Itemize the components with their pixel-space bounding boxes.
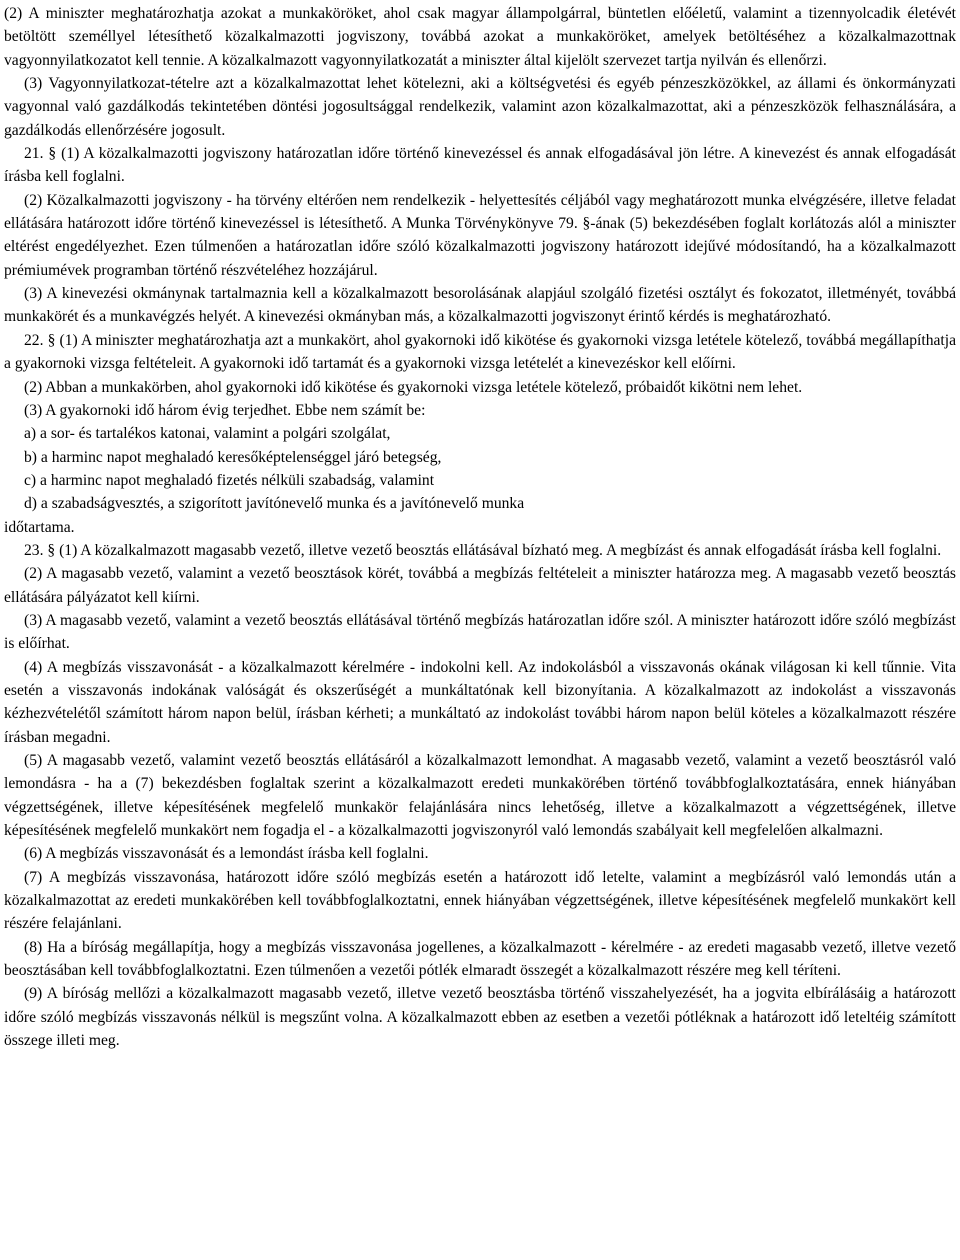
paragraph-22-2: (2) Abban a munkakörben, ahol gyakornoki idő kikötése és gyakornoki vizsga letétele kötelező, próbaidőt kikötni nem lehet. bbox=[24, 378, 803, 396]
paragraph-23-9: (9) A bíróság mellőzi a közalkalmazott magasabb vezető, illetve vezető beosztásba történő visszahelyezését, ha a jogvita elbírálásáig a határozott időre szóló megbízás visszavonás nélkül is megszűnt volna. A közalkalmazott ebben az esetben a vezetői pótléknak a határozott idő leteltéig számított összege illeti meg. bbox=[4, 985, 956, 1050]
list-item-a: a) a sor- és tartalékos katonai, valamint a polgári szolgálat, bbox=[24, 425, 391, 443]
paragraph-22-1: 22. § (1) A miniszter meghatározhatja azt a munkakört, ahol gyakornoki idő kikötése és gyakornoki vizsga letétele kötelező, továbbá megállapíthatja a gyakornoki vizsga feltételeit. A gyakornoki idő tartamát és a gyakornoki vizsga letételét a kinevezéskor kell előírni. bbox=[4, 331, 956, 373]
paragraph-21-1: 21. § (1) A közalkalmazotti jogviszony határozatlan időre történő kinevezéssel és annak elfogadásával jön létre. A kinevezést és annak elfogadását írásba kell foglalni. bbox=[4, 145, 956, 186]
list-item-d: d) a szabadságvesztés, a szigorított javítónevelő munka és a javítónevelő munka bbox=[24, 495, 525, 513]
paragraph-23-8: (8) Ha a bíróság megállapítja, hogy a megbízás visszavonása jogellenes, a közalkalmazott - kérelmére - az eredeti magasabb vezető, illetve vezető beosztásában kell továbbfoglalkoztatni. Ezen túlmenően a vezetői pótlék elmaradt összegét a közalkalmazott részére meg kell téríteni. bbox=[4, 938, 956, 980]
paragraph-23-3: (3) A magasabb vezető, valamint a vezető beosztás ellátásával történő megbízás határozatlan időre szól. A miniszter határozott időre szóló megbízást is előírhat. bbox=[4, 611, 956, 653]
list-continuation: időtartama. bbox=[4, 518, 75, 536]
paragraph-23-6: (6) A megbízás visszavonását és a lemondást írásba kell foglalni. bbox=[24, 845, 429, 863]
paragraph-23-1: 23. § (1) A közalkalmazott magasabb vezető, illetve vezető beosztás ellátásával bízható meg. A megbízást és annak elfogadását írásba kell foglalni. bbox=[24, 541, 942, 559]
list-item-c: c) a harminc napot meghaladó fizetés nélküli szabadság, valamint bbox=[24, 471, 435, 489]
paragraph-20-2: (2) A miniszter meghatározhatja azokat a munkaköröket, ahol csak magyar állampolgárral, büntetlen előéletű, valamint a tizennyolcadik életévét betöltött személlyel létesíthető közalkalmazotti jogviszony, továbbá azokat a munkaköröket, amelyek betöltéséhez a közalkalmazottnak vagyonnyilatkozatot kell tennie. A közalkalmazott vagyonnyilatkozatát a miniszter által kijelölt szervezet tartja nyilván és ellenőrzi. bbox=[4, 5, 956, 69]
paragraph-23-4: (4) A megbízás visszavonását - a közalkalmazott kérelmére - indokolni kell. Az indokolásból a visszavonás okának világosan ki kell tűnnie. Vita esetén a visszavonás indokának valóságát és okszerűségét a munkáltatónak kell bizonyítania. A közalkalmazott az indokolást a visszavonás kézhezvételétől számított három napon belül, írásban kérheti; a munkáltató az indokolást további három napon belül köteles a közalkalmazott részére írásban megadni. bbox=[4, 658, 956, 746]
list-item-b: b) a harminc napot meghaladó keresőképtelenséggel járó betegség, bbox=[24, 448, 442, 466]
paragraph-23-7: (7) A megbízás visszavonása, határozott időre szóló megbízás esetén a határozott idő letelte, valamint a megbízásról való lemondás után a közalkalmazottat az eredeti munkakörében kell továbbfoglalkoztatni, ennek hiányában végzettségének, illetve képesítésének megfelelő munkakört kell részére felajánlani. bbox=[4, 868, 956, 933]
paragraph-23-5: (5) A magasabb vezető, valamint vezető beosztás ellátásáról a közalkalmazott lemondhat. A magasabb vezető, valamint a vezető beosztásról való lemondásra - ha a (7) bekezdésben foglaltak szerint a közalkalmazott eredeti munkakörében történő továbbfoglalkoztatására, ennek hiányában végzettségének, illetve képesítésének megfelelő munkakör felajánlására nincs lehetőség, illetve a közalkalmazott a végzettségének, illetve képesítésének megfelelő munkakört nem fogadja el - a közalkalmazotti jogviszonyról való lemondás szabályait kell megfelelően alkalmazni. bbox=[4, 752, 956, 840]
paragraph-22-3: (3) A gyakornoki idő három évig terjedhet. Ebbe nem számít be: bbox=[24, 401, 426, 419]
paragraph-21-3: (3) A kinevezési okmánynak tartalmaznia kell a közalkalmazott besorolásának alapjául szolgáló fizetési osztályt és fokozatot, illetményét, továbbá munkakörét és a munkavégzés helyét. A kinevezési okmányban más, a közalkalmazotti jogviszonyt érintő kérdés is meghatározható. bbox=[4, 285, 956, 326]
paragraph-23-2: (2) A magasabb vezető, valamint a vezető beosztások körét, továbbá a megbízás feltételeit a miniszter határozza meg. A magasabb vezető beosztás ellátására pályázatot kell kiírni. bbox=[4, 565, 956, 606]
paragraph-21-2: (2) Közalkalmazotti jogviszony - ha törvény eltérően nem rendelkezik - helyettesítés céljából vagy meghatározott munka elvégzésére, illetve feladat ellátására határozott időre történő kinevezéssel is létesíthető. A Munka Törvénykönyve 79. §-ának (5) bekezdésében foglalt korlátozás alól a miniszter eltérést engedélyezhet. Ezen túlmenően a határozatlan időre szóló közalkalmazotti jogviszony határozott idejűvé módosítandó, ha a közalkalmazott prémiumévek programban történő részvételéhez hozzájárul. bbox=[4, 191, 956, 279]
paragraph-20-3: (3) Vagyonnyilatkozat-tételre azt a közalkalmazottat lehet kötelezni, aki a költségvetési és egyéb pénzeszközökkel, az állami és önkormányzati vagyonnal való gazdálkodás tekintetében döntési jogosultsággal rendelkezik, valamint azon közalkalmazottat, aki a pénzeszközök felhasználására, a gazdálkodás ellenőrzésére jogosult. bbox=[4, 75, 956, 139]
